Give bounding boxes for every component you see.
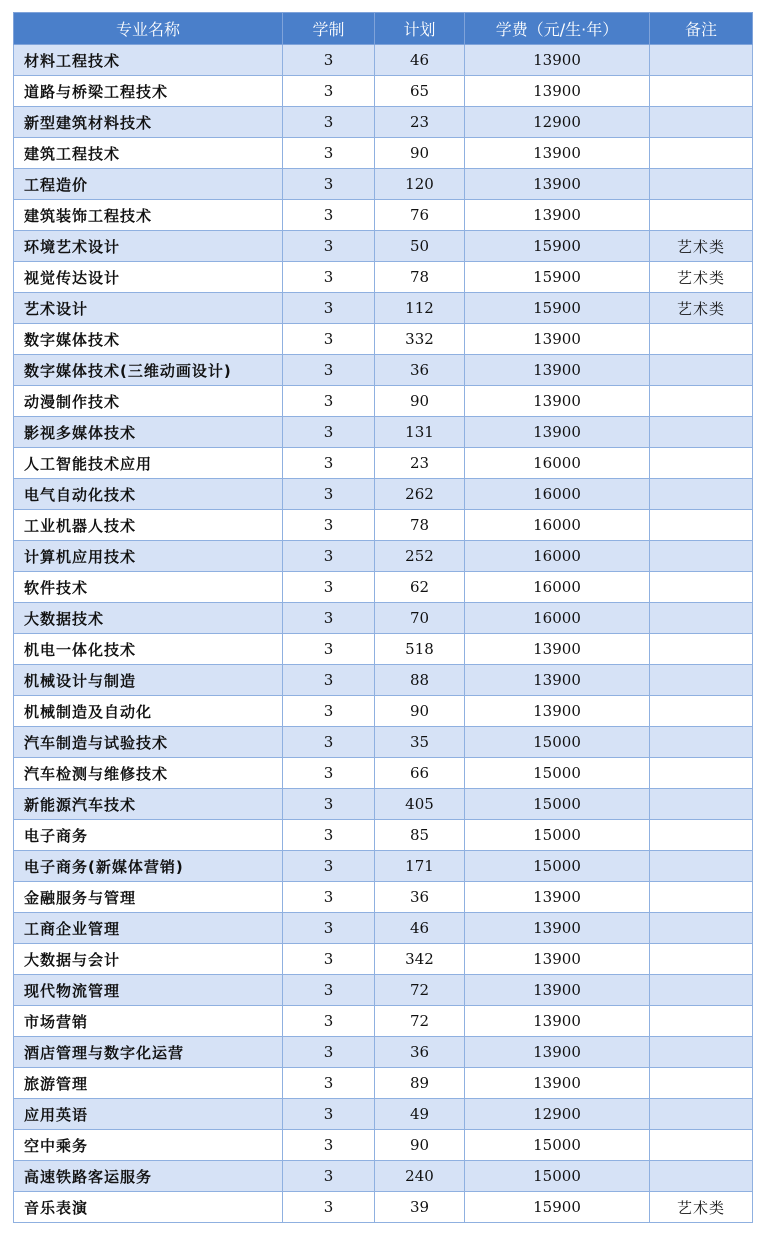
cell-duration: 3 [283,324,375,355]
cell-major-name: 汽车检测与维修技术 [14,758,283,789]
cell-tuition: 13900 [465,169,650,200]
table-header [14,13,753,45]
cell-note [650,169,753,200]
cell-note [650,1130,753,1161]
cell-duration: 3 [283,293,375,324]
cell-note [650,944,753,975]
cell-tuition: 15900 [465,262,650,293]
cell-plan: 405 [375,789,465,820]
cell-major-name: 空中乘务 [14,1130,283,1161]
cell-note [650,1068,753,1099]
cell-plan: 90 [375,138,465,169]
table-row [14,975,753,1006]
table-row [14,1192,753,1223]
cell-tuition: 13900 [465,1068,650,1099]
cell-duration: 3 [283,1130,375,1161]
table-row [14,696,753,727]
cell-note [650,448,753,479]
table-row [14,820,753,851]
cell-duration: 3 [283,510,375,541]
cell-note [650,76,753,107]
cell-note [650,1099,753,1130]
cell-duration: 3 [283,169,375,200]
header-duration: 学制 [283,13,375,45]
cell-tuition: 15900 [465,293,650,324]
cell-duration: 3 [283,727,375,758]
header-row [14,13,753,45]
cell-plan: 66 [375,758,465,789]
cell-major-name: 工商企业管理 [14,913,283,944]
table-row [14,76,753,107]
cell-duration: 3 [283,882,375,913]
table-body [14,45,753,1223]
table-row [14,1099,753,1130]
cell-duration: 3 [283,200,375,231]
cell-tuition: 13900 [465,913,650,944]
cell-tuition: 13900 [465,1006,650,1037]
cell-major-name: 音乐表演 [14,1192,283,1223]
cell-duration: 3 [283,1161,375,1192]
cell-tuition: 13900 [465,45,650,76]
enrollment-table-container [13,12,752,1223]
cell-major-name: 机械设计与制造 [14,665,283,696]
cell-major-name: 环境艺术设计 [14,231,283,262]
cell-note [650,882,753,913]
table-row [14,1006,753,1037]
cell-note [650,820,753,851]
table-row [14,758,753,789]
cell-note [650,355,753,386]
cell-plan: 36 [375,355,465,386]
cell-plan: 131 [375,417,465,448]
cell-major-name: 工程造价 [14,169,283,200]
cell-tuition: 13900 [465,417,650,448]
cell-plan: 171 [375,851,465,882]
cell-duration: 3 [283,448,375,479]
cell-plan: 90 [375,386,465,417]
cell-major-name: 道路与桥梁工程技术 [14,76,283,107]
cell-duration: 3 [283,820,375,851]
header-tuition: 学费（元/生·年） [465,13,650,45]
cell-major-name: 市场营销 [14,1006,283,1037]
cell-plan: 65 [375,76,465,107]
cell-tuition: 16000 [465,510,650,541]
cell-plan: 332 [375,324,465,355]
cell-tuition: 13900 [465,355,650,386]
cell-tuition: 13900 [465,1037,650,1068]
cell-major-name: 大数据与会计 [14,944,283,975]
table-row [14,1037,753,1068]
table-row [14,231,753,262]
cell-note: 艺术类 [650,293,753,324]
cell-plan: 120 [375,169,465,200]
cell-plan: 88 [375,665,465,696]
header-plan: 计划 [375,13,465,45]
cell-tuition: 15000 [465,820,650,851]
table-row [14,45,753,76]
cell-tuition: 13900 [465,138,650,169]
cell-major-name: 酒店管理与数字化运营 [14,1037,283,1068]
cell-tuition: 15900 [465,231,650,262]
cell-note [650,851,753,882]
cell-plan: 112 [375,293,465,324]
cell-plan: 78 [375,262,465,293]
cell-plan: 23 [375,448,465,479]
cell-tuition: 16000 [465,479,650,510]
cell-plan: 35 [375,727,465,758]
cell-plan: 70 [375,603,465,634]
cell-major-name: 材料工程技术 [14,45,283,76]
cell-major-name: 建筑工程技术 [14,138,283,169]
cell-major-name: 汽车制造与试验技术 [14,727,283,758]
cell-tuition: 15000 [465,727,650,758]
cell-duration: 3 [283,572,375,603]
cell-note [650,107,753,138]
cell-tuition: 13900 [465,634,650,665]
cell-tuition: 13900 [465,386,650,417]
cell-note [650,634,753,665]
cell-tuition: 15900 [465,1192,650,1223]
cell-duration: 3 [283,603,375,634]
table-row [14,882,753,913]
cell-plan: 72 [375,1006,465,1037]
table-row [14,293,753,324]
cell-duration: 3 [283,665,375,696]
cell-note [650,727,753,758]
cell-plan: 36 [375,1037,465,1068]
cell-tuition: 13900 [465,882,650,913]
cell-plan: 90 [375,696,465,727]
cell-duration: 3 [283,479,375,510]
cell-duration: 3 [283,76,375,107]
cell-plan: 39 [375,1192,465,1223]
cell-duration: 3 [283,138,375,169]
table-row [14,479,753,510]
enrollment-table [13,12,753,1223]
cell-tuition: 15000 [465,851,650,882]
cell-major-name: 数字媒体技术(三维动画设计) [14,355,283,386]
table-row [14,541,753,572]
table-row [14,169,753,200]
cell-duration: 3 [283,45,375,76]
cell-note [650,45,753,76]
cell-major-name: 人工智能技术应用 [14,448,283,479]
table-row [14,510,753,541]
cell-major-name: 金融服务与管理 [14,882,283,913]
cell-tuition: 13900 [465,944,650,975]
cell-plan: 85 [375,820,465,851]
cell-major-name: 工业机器人技术 [14,510,283,541]
cell-plan: 72 [375,975,465,1006]
cell-tuition: 13900 [465,200,650,231]
cell-plan: 62 [375,572,465,603]
table-row [14,1130,753,1161]
cell-plan: 240 [375,1161,465,1192]
cell-major-name: 新能源汽车技术 [14,789,283,820]
cell-plan: 76 [375,200,465,231]
table-row [14,262,753,293]
cell-plan: 46 [375,913,465,944]
cell-tuition: 13900 [465,324,650,355]
cell-note [650,758,753,789]
cell-duration: 3 [283,231,375,262]
table-row [14,1161,753,1192]
cell-note [650,696,753,727]
cell-duration: 3 [283,1068,375,1099]
table-row [14,789,753,820]
cell-tuition: 15000 [465,1130,650,1161]
cell-major-name: 计算机应用技术 [14,541,283,572]
cell-note [650,603,753,634]
cell-note [650,572,753,603]
cell-note [650,324,753,355]
cell-duration: 3 [283,541,375,572]
table-row [14,572,753,603]
cell-note [650,417,753,448]
cell-plan: 50 [375,231,465,262]
cell-major-name: 电子商务 [14,820,283,851]
table-row [14,107,753,138]
table-row [14,448,753,479]
cell-major-name: 动漫制作技术 [14,386,283,417]
cell-note [650,975,753,1006]
cell-tuition: 12900 [465,1099,650,1130]
cell-duration: 3 [283,634,375,665]
cell-tuition: 13900 [465,665,650,696]
cell-duration: 3 [283,789,375,820]
cell-major-name: 软件技术 [14,572,283,603]
table-row [14,1068,753,1099]
table-row [14,603,753,634]
cell-note [650,665,753,696]
cell-duration: 3 [283,913,375,944]
cell-note [650,386,753,417]
cell-major-name: 新型建筑材料技术 [14,107,283,138]
table-row [14,944,753,975]
cell-tuition: 16000 [465,541,650,572]
cell-duration: 3 [283,417,375,448]
cell-note [650,1006,753,1037]
cell-tuition: 15000 [465,789,650,820]
cell-plan: 23 [375,107,465,138]
cell-duration: 3 [283,355,375,386]
cell-note [650,138,753,169]
cell-duration: 3 [283,696,375,727]
cell-plan: 46 [375,45,465,76]
table-row [14,727,753,758]
cell-major-name: 高速铁路客运服务 [14,1161,283,1192]
table-row [14,138,753,169]
cell-plan: 36 [375,882,465,913]
cell-major-name: 艺术设计 [14,293,283,324]
cell-note [650,1161,753,1192]
cell-note [650,510,753,541]
table-row [14,324,753,355]
cell-duration: 3 [283,758,375,789]
table-row [14,851,753,882]
cell-duration: 3 [283,1006,375,1037]
cell-plan: 90 [375,1130,465,1161]
cell-note [650,479,753,510]
table-row [14,386,753,417]
cell-tuition: 16000 [465,603,650,634]
cell-major-name: 旅游管理 [14,1068,283,1099]
cell-major-name: 建筑装饰工程技术 [14,200,283,231]
table-row [14,355,753,386]
cell-duration: 3 [283,1099,375,1130]
cell-duration: 3 [283,107,375,138]
cell-tuition: 16000 [465,572,650,603]
cell-plan: 262 [375,479,465,510]
cell-note: 艺术类 [650,262,753,293]
header-major-name: 专业名称 [14,13,283,45]
cell-duration: 3 [283,386,375,417]
table-row [14,634,753,665]
cell-tuition: 13900 [465,975,650,1006]
cell-major-name: 电子商务(新媒体营销) [14,851,283,882]
table-row [14,200,753,231]
cell-duration: 3 [283,262,375,293]
cell-duration: 3 [283,1192,375,1223]
cell-major-name: 影视多媒体技术 [14,417,283,448]
cell-plan: 342 [375,944,465,975]
table-row [14,665,753,696]
cell-major-name: 现代物流管理 [14,975,283,1006]
cell-major-name: 大数据技术 [14,603,283,634]
cell-major-name: 电气自动化技术 [14,479,283,510]
cell-note: 艺术类 [650,231,753,262]
cell-note [650,789,753,820]
cell-duration: 3 [283,1037,375,1068]
cell-plan: 89 [375,1068,465,1099]
cell-tuition: 15000 [465,758,650,789]
cell-note [650,541,753,572]
cell-major-name: 数字媒体技术 [14,324,283,355]
cell-tuition: 13900 [465,76,650,107]
cell-major-name: 视觉传达设计 [14,262,283,293]
table-row [14,913,753,944]
header-note: 备注 [650,13,753,45]
cell-plan: 518 [375,634,465,665]
cell-note [650,913,753,944]
cell-note: 艺术类 [650,1192,753,1223]
cell-major-name: 应用英语 [14,1099,283,1130]
cell-tuition: 12900 [465,107,650,138]
cell-tuition: 13900 [465,696,650,727]
table-row [14,417,753,448]
cell-plan: 49 [375,1099,465,1130]
cell-tuition: 16000 [465,448,650,479]
cell-duration: 3 [283,944,375,975]
cell-note [650,200,753,231]
cell-plan: 78 [375,510,465,541]
cell-note [650,1037,753,1068]
cell-duration: 3 [283,851,375,882]
cell-major-name: 机械制造及自动化 [14,696,283,727]
cell-major-name: 机电一体化技术 [14,634,283,665]
cell-duration: 3 [283,975,375,1006]
cell-tuition: 15000 [465,1161,650,1192]
cell-plan: 252 [375,541,465,572]
